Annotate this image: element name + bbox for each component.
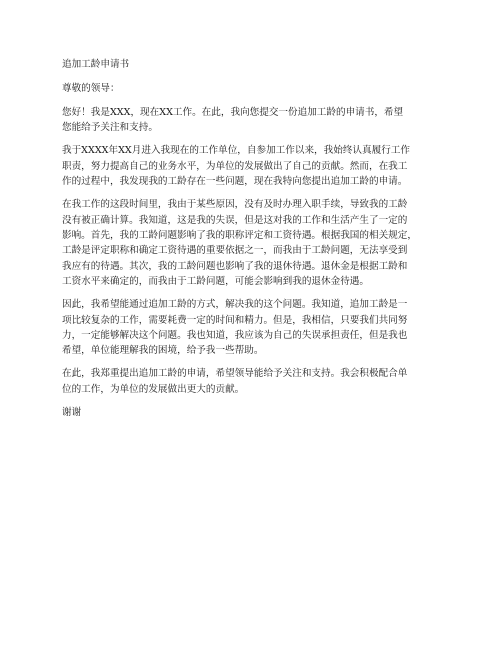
- document-body: [62, 57, 440, 429]
- paragraph-conclusion: 在此，我郑重提出追加工龄的申请，希望领导能给予关注和支持。我会积极配合单 位的工作，为单位的发展做出更大的贡献。: [62, 368, 408, 395]
- closing: 谢谢: [62, 406, 82, 418]
- paragraph-intro: 您好！我是XXX，现在XX工作。在此，我向您提交一份追加工龄的申请书，希望 您能给予关注和支持。: [62, 107, 404, 134]
- salutation: 尊敬的领导：: [62, 83, 120, 94]
- paragraph-problem: 在我工作的这段时间里，我由于某些原因，没有及时办理入职手续，导致我的工龄 没有被正确计算。我知道，这是我的失误，但是这对我的工作和生活产生了一定的 影响。首先，我的工龄问题影响了我的职称评定和工资待遇。根据我国的相关规定， 工龄是评定职称和确定工资待遇的重要依据之一，而我由于工龄问题，无法享受到 我应有的待遇。其次，我的工龄问题也影响了我的退休待遇。退休金是根据工龄和 工资水平来确定的，而我由于工龄问题，可能会影响到我的退休金待遇。: [62, 199, 417, 288]
- paragraph-request: 因此，我希望能通过追加工龄的方式，解决我的这个问题。我知道，追加工龄是一 项比较复杂的工作，需要耗费一定的时间和精力。但是，我相信，只要我们共同努 力，一定能够解决这个问题。我也知道，我应该为自己的失误承担责任，但是我也 希望，单位能理解我的困境，给予我一些帮助。: [62, 299, 408, 357]
- document-title: 追加工龄申请书: [62, 59, 130, 70]
- paragraph-background: 我于XXXX年XX月进入我现在的工作单位，自参加工作以来，我始终认真履行工作 职责，努力提高自己的业务水平，为单位的发展做出了自己的贡献。然而，在我工 作的过程中，我发现我的工龄存在一些问题，现在我特向您提出追加工龄的申请。: [62, 145, 410, 188]
